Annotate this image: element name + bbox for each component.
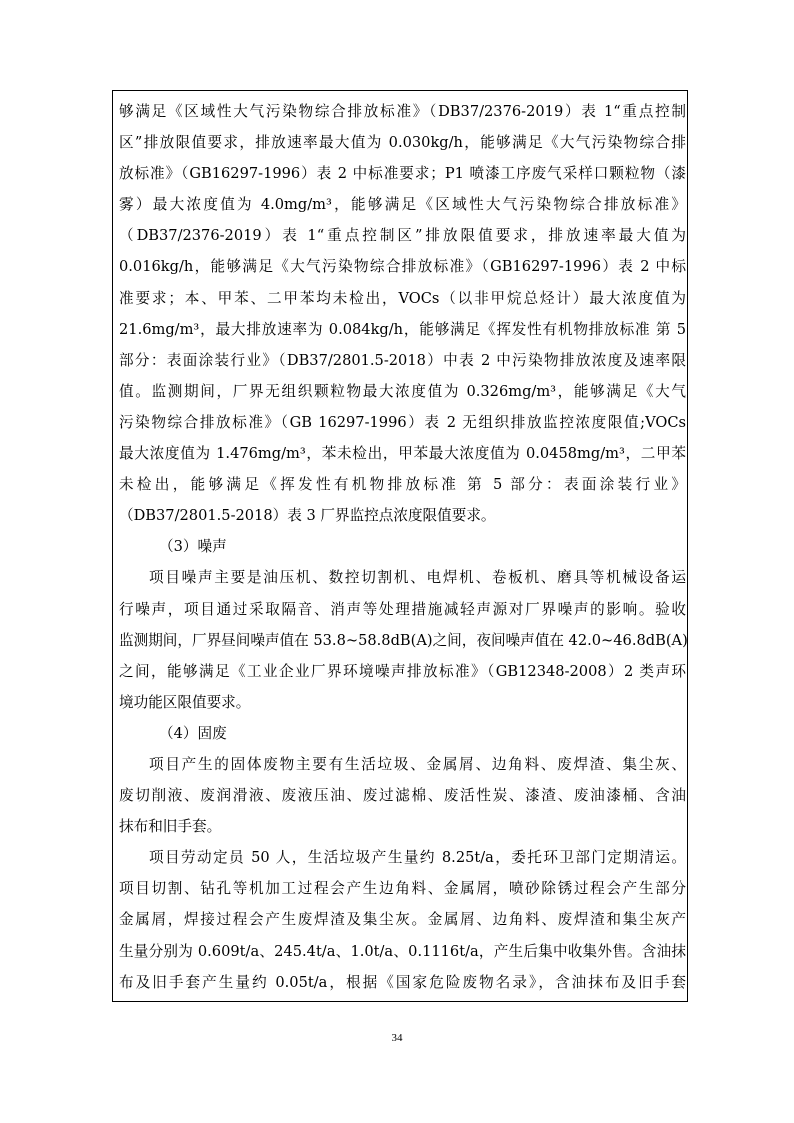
text-line: 区”排放限值要求，排放速率最大值为 0.030kg/h，能够满足《大气污染物综合排 xyxy=(119,134,686,152)
text-line: 值。监测期间，厂界无组织颗粒物最大浓度值为 0.326mg/m³，能够满足《大气 xyxy=(119,382,686,400)
solid-waste-heading: （4）固废 xyxy=(159,724,227,742)
solid-waste-paragraph-2 xyxy=(119,842,686,997)
text-line: 行噪声，项目通过采取隔音、消声等处理措施减轻声源对厂界噪声的影响。验收 xyxy=(119,600,686,618)
text-line: （DB37/2801.5-2018）表 3 厂界监控点浓度限值要求。 xyxy=(119,507,496,525)
text-line: 污染物综合排放标准》（GB 16297-1996）表 2 无组织排放监控浓度限值;VOCs xyxy=(119,413,686,431)
text-line: 部分：表面涂装行业》（DB37/2801.5-2018）中表 2 中污染物排放浓度及速率限 xyxy=(119,351,686,369)
text-line: 放标准》（GB16297-1996）表 2 中标准要求；P1 喷漆工序废气采样口颗粒物（漆 xyxy=(119,165,686,183)
text-line: 雾）最大浓度值为 4.0mg/m³，能够满足《区域性大气污染物综合排放标准》 xyxy=(119,196,686,214)
text-line: 抹布和旧手套。 xyxy=(119,818,222,836)
air-emissions-paragraph xyxy=(119,96,686,531)
text-line: 0.016kg/h，能够满足《大气污染物综合排放标准》（GB16297-1996）表 2 中标 xyxy=(119,258,686,276)
text-line: （DB37/2376-2019）表 1“重点控制区”排放限值要求，排放速率最大值为 xyxy=(119,227,686,245)
text-line: 21.6mg/m³，最大排放速率为 0.084kg/h，能够满足《挥发性有机物排放标准 第 5 xyxy=(119,320,686,338)
text-line: 项目劳动定员 50 人，生活垃圾产生量约 8.25t/a，委托环卫部门定期清运。 xyxy=(149,849,686,867)
text-line: 够满足《区域性大气污染物综合排放标准》（DB37/2376-2019）表 1“重点控制 xyxy=(119,103,686,120)
text-line: 项目切割、钻孔等机加工过程会产生边角料、金属屑，喷砂除锈过程会产生部分 xyxy=(119,880,686,898)
text-line: 准要求；本、甲苯、二甲苯均未检出，VOCs（以非甲烷总烃计）最大浓度值为 xyxy=(119,289,686,307)
text-line: 项目噪声主要是油压机、数控切割机、电焊机、卷板机、磨具等机械设备运 xyxy=(149,569,686,587)
page-number: 34 xyxy=(391,1032,403,1044)
text-line: 境功能区限值要求。 xyxy=(119,693,251,711)
text-line: 监测期间，厂界昼间噪声值在 53.8~58.8dB(A)之间，夜间噪声值在 42.0~46.8dB(A) xyxy=(119,631,688,649)
text-line: 布及旧手套产生量约 0.05t/a，根据《国家危险废物名录》，含油抹布及旧手套 xyxy=(119,973,686,991)
text-line: 项目产生的固体废物主要有生活垃圾、金属屑、边角料、废焊渣、集尘灰、 xyxy=(149,755,686,773)
noise-paragraph xyxy=(119,562,686,717)
text-line: 未检出，能够满足《挥发性有机物排放标准 第 5 部分：表面涂装行业》 xyxy=(119,476,686,494)
text-line: 生量分别为 0.609t/a、245.4t/a、1.0t/a、0.1116t/a，产生后集中收集外售。含油抹 xyxy=(119,942,686,960)
solid-waste-paragraph-1 xyxy=(119,749,686,842)
text-line: 最大浓度值为 1.476mg/m³，苯未检出，甲苯最大浓度值为 0.0458mg/m³，二甲苯 xyxy=(119,445,686,463)
document-body xyxy=(119,96,686,998)
text-line: 金属屑，焊接过程会产生废焊渣及集尘灰。金属屑、边角料、废焊渣和集尘灰产 xyxy=(119,911,686,929)
text-line: 废切削液、废润滑液、废液压油、废过滤棉、废活性炭、漆渣、废油漆桶、含油 xyxy=(119,787,686,805)
noise-heading: （3）噪声 xyxy=(159,538,227,556)
text-line: 之间，能够满足《工业企业厂界环境噪声排放标准》（GB12348-2008）2 类声环 xyxy=(119,662,686,680)
